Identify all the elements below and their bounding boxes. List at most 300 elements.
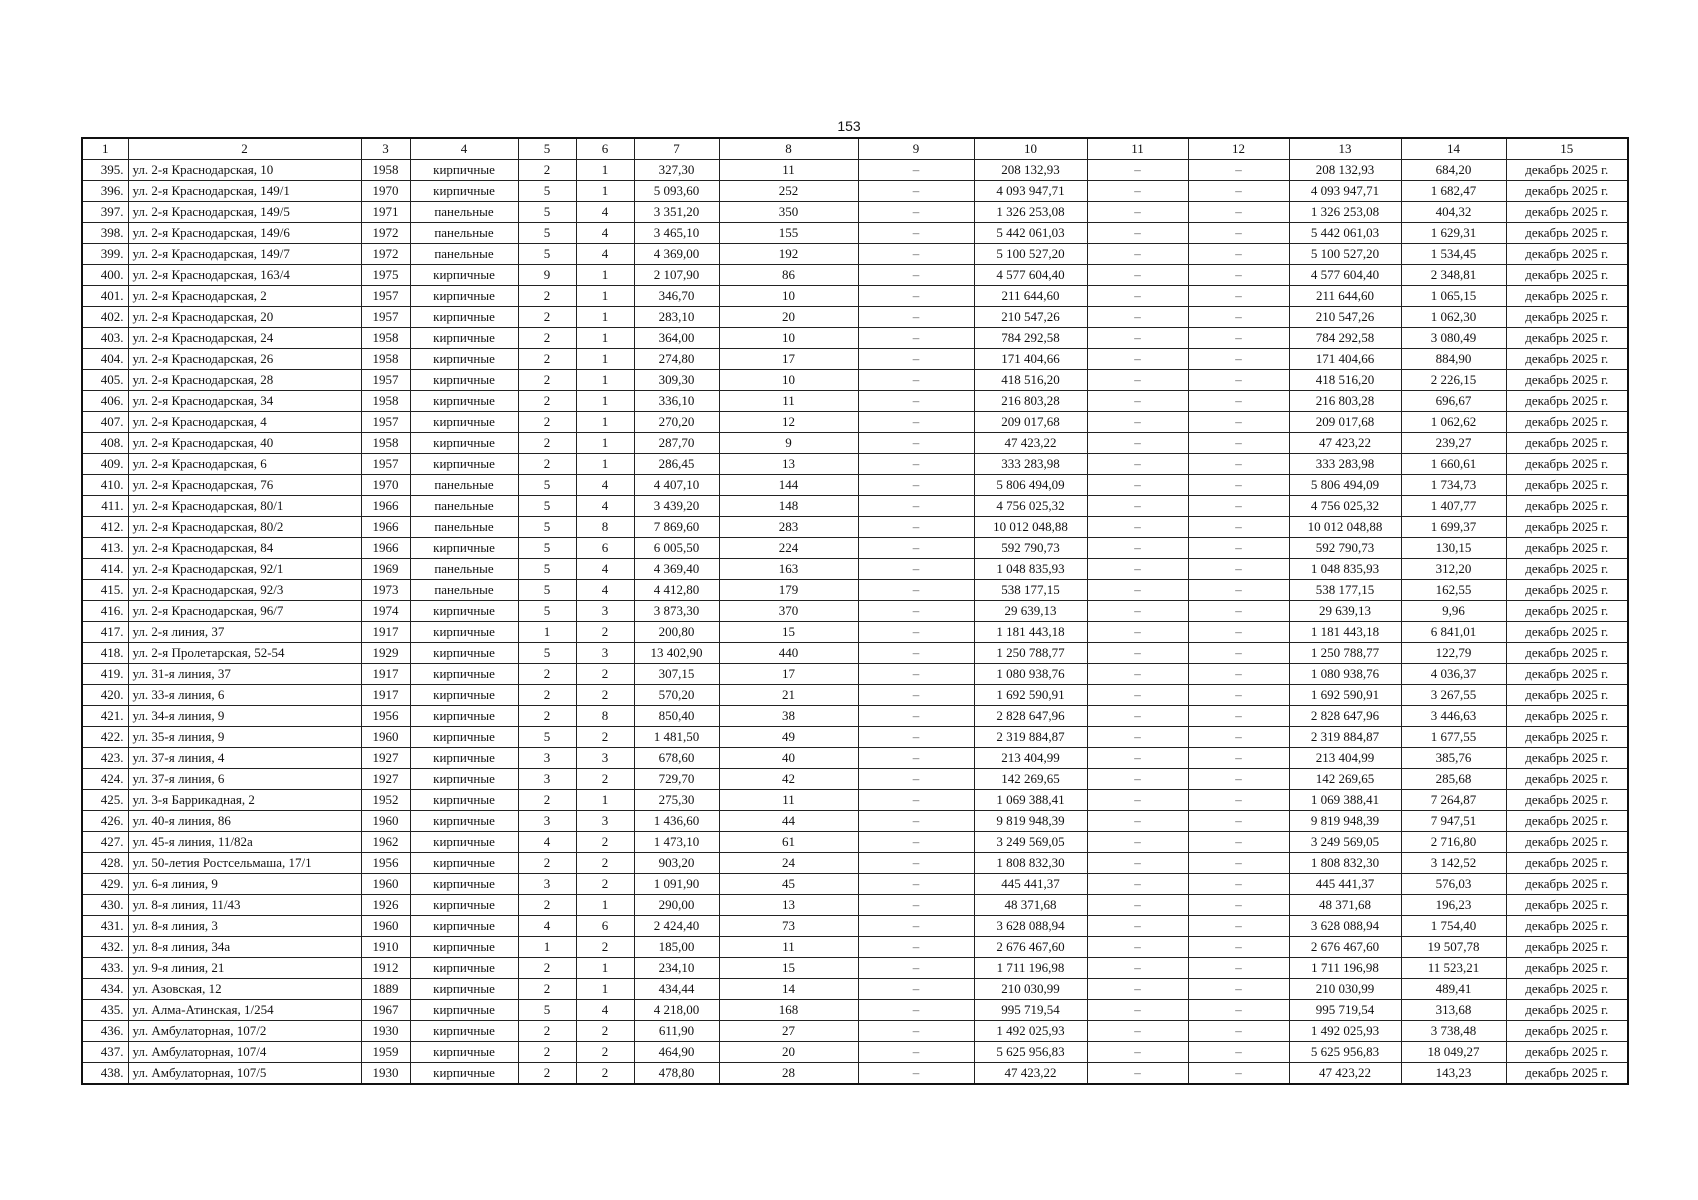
cell-cost-total: 4 577 604,40 bbox=[974, 265, 1087, 286]
cell-address: ул. 2-я Краснодарская, 149/1 bbox=[128, 181, 361, 202]
cell-wall-material: кирпичные bbox=[410, 160, 518, 181]
cell-address: ул. 2-я Краснодарская, 34 bbox=[128, 391, 361, 412]
table-row bbox=[82, 160, 1628, 181]
cell-residents: 11 bbox=[719, 790, 858, 811]
cell-year-built: 1930 bbox=[361, 1063, 410, 1085]
cell-area: 4 369,40 bbox=[634, 559, 719, 580]
cell-residents: 86 bbox=[719, 265, 858, 286]
cell-entrances: 2 bbox=[576, 664, 634, 685]
cell-row-number: 437. bbox=[82, 1042, 128, 1063]
cell-entrances: 8 bbox=[576, 517, 634, 538]
cell-deadline: декабрь 2025 г. bbox=[1506, 286, 1628, 307]
cell-cost-13: 5 625 956,83 bbox=[1289, 1042, 1401, 1063]
cell-cost-12: – bbox=[1188, 811, 1289, 832]
table-row bbox=[82, 328, 1628, 349]
cell-address: ул. 2-я Краснодарская, 20 bbox=[128, 307, 361, 328]
cell-cost-11: – bbox=[1087, 496, 1188, 517]
cell-cost-total: 48 371,68 bbox=[974, 895, 1087, 916]
cell-entrances: 4 bbox=[576, 202, 634, 223]
cell-row-number: 436. bbox=[82, 1021, 128, 1042]
cell-cost-9: – bbox=[858, 1021, 974, 1042]
cell-cost-13: 5 806 494,09 bbox=[1289, 475, 1401, 496]
cell-cost-per-sqm: 385,76 bbox=[1401, 748, 1506, 769]
cell-cost-per-sqm: 404,32 bbox=[1401, 202, 1506, 223]
cell-cost-total: 47 423,22 bbox=[974, 1063, 1087, 1085]
cell-cost-per-sqm: 162,55 bbox=[1401, 580, 1506, 601]
cell-deadline: декабрь 2025 г. bbox=[1506, 916, 1628, 937]
cell-cost-11: – bbox=[1087, 664, 1188, 685]
cell-address: ул. 2-я Краснодарская, 163/4 bbox=[128, 265, 361, 286]
table-row bbox=[82, 454, 1628, 475]
cell-floors: 5 bbox=[518, 538, 576, 559]
cell-entrances: 1 bbox=[576, 895, 634, 916]
cell-cost-total: 47 423,22 bbox=[974, 433, 1087, 454]
cell-area: 678,60 bbox=[634, 748, 719, 769]
cell-cost-total: 171 404,66 bbox=[974, 349, 1087, 370]
cell-cost-11: – bbox=[1087, 433, 1188, 454]
cell-cost-11: – bbox=[1087, 244, 1188, 265]
cell-cost-per-sqm: 1 754,40 bbox=[1401, 916, 1506, 937]
cell-deadline: декабрь 2025 г. bbox=[1506, 643, 1628, 664]
cell-floors: 2 bbox=[518, 349, 576, 370]
cell-wall-material: панельные bbox=[410, 244, 518, 265]
cell-residents: 42 bbox=[719, 769, 858, 790]
cell-cost-13: 210 547,26 bbox=[1289, 307, 1401, 328]
table-body bbox=[82, 160, 1628, 1085]
cell-entrances: 1 bbox=[576, 181, 634, 202]
cell-cost-per-sqm: 3 738,48 bbox=[1401, 1021, 1506, 1042]
cell-cost-9: – bbox=[858, 454, 974, 475]
cell-floors: 5 bbox=[518, 643, 576, 664]
cell-year-built: 1929 bbox=[361, 643, 410, 664]
cell-address: ул. Амбулаторная, 107/2 bbox=[128, 1021, 361, 1042]
cell-cost-per-sqm: 285,68 bbox=[1401, 769, 1506, 790]
cell-cost-9: – bbox=[858, 643, 974, 664]
cell-cost-13: 538 177,15 bbox=[1289, 580, 1401, 601]
cell-cost-per-sqm: 1 629,31 bbox=[1401, 223, 1506, 244]
cell-area: 464,90 bbox=[634, 1042, 719, 1063]
cell-wall-material: кирпичные bbox=[410, 307, 518, 328]
cell-address: ул. 40-я линия, 86 bbox=[128, 811, 361, 832]
cell-entrances: 1 bbox=[576, 265, 634, 286]
cell-address: ул. 31-я линия, 37 bbox=[128, 664, 361, 685]
cell-address: ул. 2-я Краснодарская, 84 bbox=[128, 538, 361, 559]
table-row bbox=[82, 349, 1628, 370]
cell-entrances: 1 bbox=[576, 412, 634, 433]
cell-address: ул. 2-я Краснодарская, 28 bbox=[128, 370, 361, 391]
cell-wall-material: кирпичные bbox=[410, 391, 518, 412]
cell-floors: 2 bbox=[518, 853, 576, 874]
column-header: 12 bbox=[1188, 138, 1289, 160]
cell-entrances: 1 bbox=[576, 433, 634, 454]
cell-cost-9: – bbox=[858, 895, 974, 916]
cell-wall-material: кирпичные bbox=[410, 433, 518, 454]
page-number: 153 bbox=[837, 118, 861, 134]
cell-year-built: 1974 bbox=[361, 601, 410, 622]
cell-deadline: декабрь 2025 г. bbox=[1506, 769, 1628, 790]
cell-address: ул. 2-я Пролетарская, 52-54 bbox=[128, 643, 361, 664]
cell-cost-total: 1 250 788,77 bbox=[974, 643, 1087, 664]
cell-wall-material: панельные bbox=[410, 475, 518, 496]
cell-residents: 370 bbox=[719, 601, 858, 622]
cell-cost-12: – bbox=[1188, 685, 1289, 706]
cell-cost-total: 4 756 025,32 bbox=[974, 496, 1087, 517]
cell-wall-material: кирпичные bbox=[410, 349, 518, 370]
cell-cost-total: 538 177,15 bbox=[974, 580, 1087, 601]
cell-wall-material: панельные bbox=[410, 559, 518, 580]
cell-cost-total: 1 692 590,91 bbox=[974, 685, 1087, 706]
cell-cost-total: 1 080 938,76 bbox=[974, 664, 1087, 685]
cell-deadline: декабрь 2025 г. bbox=[1506, 832, 1628, 853]
cell-deadline: декабрь 2025 г. bbox=[1506, 370, 1628, 391]
cell-cost-per-sqm: 1 699,37 bbox=[1401, 517, 1506, 538]
cell-wall-material: кирпичные bbox=[410, 853, 518, 874]
column-header: 7 bbox=[634, 138, 719, 160]
cell-address: ул. 33-я линия, 6 bbox=[128, 685, 361, 706]
cell-wall-material: кирпичные bbox=[410, 937, 518, 958]
cell-wall-material: кирпичные bbox=[410, 538, 518, 559]
cell-row-number: 407. bbox=[82, 412, 128, 433]
cell-year-built: 1958 bbox=[361, 160, 410, 181]
cell-cost-9: – bbox=[858, 790, 974, 811]
cell-address: ул. 2-я линия, 37 bbox=[128, 622, 361, 643]
cell-cost-11: – bbox=[1087, 1000, 1188, 1021]
cell-floors: 5 bbox=[518, 223, 576, 244]
cell-cost-11: – bbox=[1087, 622, 1188, 643]
cell-residents: 13 bbox=[719, 454, 858, 475]
cell-wall-material: кирпичные bbox=[410, 454, 518, 475]
cell-cost-11: – bbox=[1087, 475, 1188, 496]
cell-cost-13: 2 828 647,96 bbox=[1289, 706, 1401, 727]
cell-cost-13: 213 404,99 bbox=[1289, 748, 1401, 769]
cell-cost-11: – bbox=[1087, 223, 1188, 244]
cell-cost-total: 995 719,54 bbox=[974, 1000, 1087, 1021]
cell-deadline: декабрь 2025 г. bbox=[1506, 706, 1628, 727]
table-row bbox=[82, 706, 1628, 727]
table-row bbox=[82, 1063, 1628, 1085]
cell-deadline: декабрь 2025 г. bbox=[1506, 853, 1628, 874]
cell-cost-11: – bbox=[1087, 811, 1188, 832]
cell-wall-material: панельные bbox=[410, 517, 518, 538]
cell-cost-13: 1 048 835,93 bbox=[1289, 559, 1401, 580]
cell-year-built: 1912 bbox=[361, 958, 410, 979]
cell-cost-9: – bbox=[858, 223, 974, 244]
cell-cost-13: 4 093 947,71 bbox=[1289, 181, 1401, 202]
cell-residents: 11 bbox=[719, 937, 858, 958]
cell-year-built: 1959 bbox=[361, 1042, 410, 1063]
cell-cost-per-sqm: 3 080,49 bbox=[1401, 328, 1506, 349]
cell-entrances: 4 bbox=[576, 1000, 634, 1021]
cell-residents: 179 bbox=[719, 580, 858, 601]
cell-cost-per-sqm: 1 062,62 bbox=[1401, 412, 1506, 433]
cell-floors: 2 bbox=[518, 958, 576, 979]
cell-address: ул. 2-я Краснодарская, 92/3 bbox=[128, 580, 361, 601]
cell-cost-13: 9 819 948,39 bbox=[1289, 811, 1401, 832]
cell-year-built: 1910 bbox=[361, 937, 410, 958]
cell-deadline: декабрь 2025 г. bbox=[1506, 1000, 1628, 1021]
cell-row-number: 417. bbox=[82, 622, 128, 643]
table-row bbox=[82, 370, 1628, 391]
cell-year-built: 1957 bbox=[361, 370, 410, 391]
cell-cost-12: – bbox=[1188, 958, 1289, 979]
cell-entrances: 6 bbox=[576, 916, 634, 937]
cell-cost-total: 418 516,20 bbox=[974, 370, 1087, 391]
cell-row-number: 403. bbox=[82, 328, 128, 349]
cell-cost-total: 1 048 835,93 bbox=[974, 559, 1087, 580]
cell-cost-13: 1 181 443,18 bbox=[1289, 622, 1401, 643]
cell-deadline: декабрь 2025 г. bbox=[1506, 181, 1628, 202]
cell-cost-13: 1 692 590,91 bbox=[1289, 685, 1401, 706]
cell-cost-9: – bbox=[858, 328, 974, 349]
cell-entrances: 2 bbox=[576, 1021, 634, 1042]
cell-cost-per-sqm: 1 660,61 bbox=[1401, 454, 1506, 475]
table-row bbox=[82, 643, 1628, 664]
cell-entrances: 2 bbox=[576, 1063, 634, 1085]
cell-cost-per-sqm: 239,27 bbox=[1401, 433, 1506, 454]
column-header: 1 bbox=[82, 138, 128, 160]
cell-year-built: 1957 bbox=[361, 454, 410, 475]
cell-floors: 2 bbox=[518, 706, 576, 727]
cell-entrances: 2 bbox=[576, 685, 634, 706]
cell-area: 290,00 bbox=[634, 895, 719, 916]
cell-cost-total: 1 181 443,18 bbox=[974, 622, 1087, 643]
cell-cost-13: 1 069 388,41 bbox=[1289, 790, 1401, 811]
cell-area: 478,80 bbox=[634, 1063, 719, 1085]
cell-residents: 163 bbox=[719, 559, 858, 580]
cell-cost-11: – bbox=[1087, 286, 1188, 307]
cell-cost-12: – bbox=[1188, 265, 1289, 286]
cell-cost-per-sqm: 11 523,21 bbox=[1401, 958, 1506, 979]
cell-row-number: 421. bbox=[82, 706, 128, 727]
cell-deadline: декабрь 2025 г. bbox=[1506, 601, 1628, 622]
cell-year-built: 1967 bbox=[361, 1000, 410, 1021]
cell-cost-13: 2 676 467,60 bbox=[1289, 937, 1401, 958]
cell-residents: 224 bbox=[719, 538, 858, 559]
cell-cost-13: 333 283,98 bbox=[1289, 454, 1401, 475]
column-header: 10 bbox=[974, 138, 1087, 160]
cell-wall-material: кирпичные bbox=[410, 958, 518, 979]
cell-floors: 2 bbox=[518, 433, 576, 454]
cell-area: 4 407,10 bbox=[634, 475, 719, 496]
cell-cost-per-sqm: 3 267,55 bbox=[1401, 685, 1506, 706]
cell-cost-12: – bbox=[1188, 748, 1289, 769]
cell-cost-9: – bbox=[858, 874, 974, 895]
cell-residents: 10 bbox=[719, 328, 858, 349]
cell-floors: 3 bbox=[518, 874, 576, 895]
cell-cost-total: 10 012 048,88 bbox=[974, 517, 1087, 538]
cell-residents: 28 bbox=[719, 1063, 858, 1085]
cell-cost-9: – bbox=[858, 181, 974, 202]
table-row bbox=[82, 559, 1628, 580]
cell-residents: 350 bbox=[719, 202, 858, 223]
cell-address: ул. 2-я Краснодарская, 80/1 bbox=[128, 496, 361, 517]
cell-cost-12: – bbox=[1188, 601, 1289, 622]
cell-area: 307,15 bbox=[634, 664, 719, 685]
cell-wall-material: кирпичные bbox=[410, 1063, 518, 1085]
cell-row-number: 411. bbox=[82, 496, 128, 517]
cell-entrances: 2 bbox=[576, 769, 634, 790]
cell-cost-9: – bbox=[858, 349, 974, 370]
cell-residents: 21 bbox=[719, 685, 858, 706]
cell-cost-12: – bbox=[1188, 391, 1289, 412]
cell-cost-9: – bbox=[858, 370, 974, 391]
cell-year-built: 1969 bbox=[361, 559, 410, 580]
cell-cost-11: – bbox=[1087, 958, 1188, 979]
cell-row-number: 405. bbox=[82, 370, 128, 391]
table-row bbox=[82, 1021, 1628, 1042]
cell-cost-13: 210 030,99 bbox=[1289, 979, 1401, 1000]
cell-deadline: декабрь 2025 г. bbox=[1506, 517, 1628, 538]
cell-cost-per-sqm: 696,67 bbox=[1401, 391, 1506, 412]
cell-entrances: 4 bbox=[576, 244, 634, 265]
cell-cost-12: – bbox=[1188, 412, 1289, 433]
table-row bbox=[82, 307, 1628, 328]
cell-floors: 2 bbox=[518, 160, 576, 181]
cell-floors: 2 bbox=[518, 1021, 576, 1042]
cell-residents: 155 bbox=[719, 223, 858, 244]
cell-cost-12: – bbox=[1188, 853, 1289, 874]
cell-cost-9: – bbox=[858, 517, 974, 538]
cell-year-built: 1960 bbox=[361, 727, 410, 748]
cell-cost-13: 216 803,28 bbox=[1289, 391, 1401, 412]
cell-cost-12: – bbox=[1188, 202, 1289, 223]
cell-cost-per-sqm: 9,96 bbox=[1401, 601, 1506, 622]
cell-cost-13: 1 080 938,76 bbox=[1289, 664, 1401, 685]
column-header: 13 bbox=[1289, 138, 1401, 160]
cell-row-number: 419. bbox=[82, 664, 128, 685]
cell-cost-11: – bbox=[1087, 181, 1188, 202]
cell-cost-12: – bbox=[1188, 370, 1289, 391]
cell-residents: 9 bbox=[719, 433, 858, 454]
cell-entrances: 3 bbox=[576, 643, 634, 664]
cell-floors: 5 bbox=[518, 1000, 576, 1021]
cell-entrances: 8 bbox=[576, 706, 634, 727]
cell-floors: 3 bbox=[518, 769, 576, 790]
cell-deadline: декабрь 2025 г. bbox=[1506, 685, 1628, 706]
cell-area: 1 473,10 bbox=[634, 832, 719, 853]
cell-floors: 2 bbox=[518, 664, 576, 685]
cell-entrances: 1 bbox=[576, 958, 634, 979]
cell-cost-11: – bbox=[1087, 412, 1188, 433]
cell-entrances: 1 bbox=[576, 454, 634, 475]
table-row bbox=[82, 265, 1628, 286]
cell-cost-11: – bbox=[1087, 874, 1188, 895]
table-row bbox=[82, 979, 1628, 1000]
column-header: 8 bbox=[719, 138, 858, 160]
cell-address: ул. 6-я линия, 9 bbox=[128, 874, 361, 895]
cell-cost-12: – bbox=[1188, 895, 1289, 916]
cell-row-number: 414. bbox=[82, 559, 128, 580]
table-row bbox=[82, 874, 1628, 895]
cell-cost-9: – bbox=[858, 811, 974, 832]
cell-residents: 27 bbox=[719, 1021, 858, 1042]
cell-cost-total: 4 093 947,71 bbox=[974, 181, 1087, 202]
cell-address: ул. 37-я линия, 6 bbox=[128, 769, 361, 790]
table-row bbox=[82, 685, 1628, 706]
cell-cost-per-sqm: 19 507,78 bbox=[1401, 937, 1506, 958]
cell-floors: 2 bbox=[518, 370, 576, 391]
cell-cost-per-sqm: 884,90 bbox=[1401, 349, 1506, 370]
cell-address: ул. 34-я линия, 9 bbox=[128, 706, 361, 727]
cell-row-number: 398. bbox=[82, 223, 128, 244]
cell-wall-material: кирпичные bbox=[410, 412, 518, 433]
cell-area: 903,20 bbox=[634, 853, 719, 874]
cell-floors: 4 bbox=[518, 916, 576, 937]
cell-cost-13: 1 250 788,77 bbox=[1289, 643, 1401, 664]
cell-cost-13: 142 269,65 bbox=[1289, 769, 1401, 790]
cell-cost-13: 47 423,22 bbox=[1289, 1063, 1401, 1085]
cell-cost-11: – bbox=[1087, 517, 1188, 538]
cell-cost-9: – bbox=[858, 664, 974, 685]
cell-row-number: 433. bbox=[82, 958, 128, 979]
cell-floors: 2 bbox=[518, 685, 576, 706]
cell-area: 4 218,00 bbox=[634, 1000, 719, 1021]
cell-residents: 11 bbox=[719, 391, 858, 412]
cell-cost-9: – bbox=[858, 916, 974, 937]
cell-floors: 2 bbox=[518, 454, 576, 475]
cell-cost-12: – bbox=[1188, 223, 1289, 244]
cell-deadline: декабрь 2025 г. bbox=[1506, 748, 1628, 769]
cell-cost-11: – bbox=[1087, 979, 1188, 1000]
cell-wall-material: кирпичные bbox=[410, 328, 518, 349]
cell-cost-per-sqm: 1 534,45 bbox=[1401, 244, 1506, 265]
cell-row-number: 434. bbox=[82, 979, 128, 1000]
cell-row-number: 428. bbox=[82, 853, 128, 874]
table-row bbox=[82, 811, 1628, 832]
cell-year-built: 1960 bbox=[361, 874, 410, 895]
cell-cost-total: 29 639,13 bbox=[974, 601, 1087, 622]
cell-year-built: 1966 bbox=[361, 517, 410, 538]
cell-cost-per-sqm: 7 264,87 bbox=[1401, 790, 1506, 811]
cell-year-built: 1962 bbox=[361, 832, 410, 853]
table-row bbox=[82, 391, 1628, 412]
cell-wall-material: кирпичные bbox=[410, 769, 518, 790]
cell-deadline: декабрь 2025 г. bbox=[1506, 727, 1628, 748]
cell-cost-per-sqm: 4 036,37 bbox=[1401, 664, 1506, 685]
cell-cost-12: – bbox=[1188, 769, 1289, 790]
cell-area: 3 439,20 bbox=[634, 496, 719, 517]
cell-deadline: декабрь 2025 г. bbox=[1506, 223, 1628, 244]
cell-wall-material: кирпичные bbox=[410, 706, 518, 727]
table-row bbox=[82, 727, 1628, 748]
table-row bbox=[82, 412, 1628, 433]
cell-row-number: 420. bbox=[82, 685, 128, 706]
cell-entrances: 1 bbox=[576, 328, 634, 349]
cell-cost-total: 5 806 494,09 bbox=[974, 475, 1087, 496]
column-header: 4 bbox=[410, 138, 518, 160]
cell-cost-total: 3 249 569,05 bbox=[974, 832, 1087, 853]
cell-cost-total: 1 808 832,30 bbox=[974, 853, 1087, 874]
cell-entrances: 1 bbox=[576, 349, 634, 370]
cell-year-built: 1966 bbox=[361, 496, 410, 517]
cell-cost-total: 9 819 948,39 bbox=[974, 811, 1087, 832]
table-row bbox=[82, 622, 1628, 643]
cell-deadline: декабрь 2025 г. bbox=[1506, 160, 1628, 181]
cell-year-built: 1960 bbox=[361, 916, 410, 937]
cell-cost-total: 2 676 467,60 bbox=[974, 937, 1087, 958]
cell-address: ул. 2-я Краснодарская, 149/6 bbox=[128, 223, 361, 244]
cell-cost-9: – bbox=[858, 727, 974, 748]
cell-deadline: декабрь 2025 г. bbox=[1506, 1063, 1628, 1085]
cell-cost-11: – bbox=[1087, 454, 1188, 475]
cell-cost-9: – bbox=[858, 601, 974, 622]
cell-address: ул. 2-я Краснодарская, 4 bbox=[128, 412, 361, 433]
cell-address: ул. Алма-Атинская, 1/254 bbox=[128, 1000, 361, 1021]
cell-year-built: 1927 bbox=[361, 769, 410, 790]
cell-area: 7 869,60 bbox=[634, 517, 719, 538]
cell-wall-material: кирпичные bbox=[410, 874, 518, 895]
cell-cost-total: 2 828 647,96 bbox=[974, 706, 1087, 727]
